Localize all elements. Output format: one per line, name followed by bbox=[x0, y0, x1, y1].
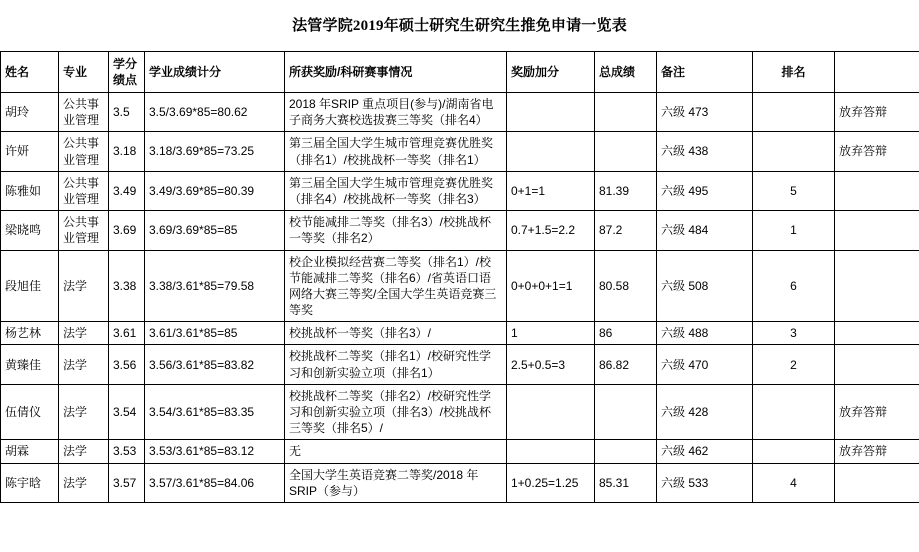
cell-note: 放弃答辩 bbox=[835, 93, 919, 132]
cell-rank: 3 bbox=[753, 322, 835, 345]
cell-bonus: 1 bbox=[507, 322, 595, 345]
column-header-major: 专业 bbox=[59, 52, 109, 93]
cell-bonus bbox=[507, 440, 595, 463]
cell-rank: 5 bbox=[753, 171, 835, 210]
cell-total: 85.31 bbox=[595, 463, 657, 502]
table-row bbox=[1, 211, 919, 250]
cell-bonus bbox=[507, 132, 595, 171]
table-row bbox=[1, 384, 919, 440]
cell-gpa: 3.61 bbox=[109, 322, 145, 345]
cell-score-calc: 3.54/3.61*85=83.35 bbox=[145, 384, 285, 440]
cell-name: 杨艺林 bbox=[1, 322, 59, 345]
cell-note bbox=[835, 463, 919, 502]
cell-name: 陈宇晗 bbox=[1, 463, 59, 502]
cell-major: 法学 bbox=[59, 250, 109, 322]
cell-remark: 六级 533 bbox=[657, 463, 753, 502]
recommendation-table bbox=[0, 51, 919, 503]
cell-remark: 六级 462 bbox=[657, 440, 753, 463]
cell-awards: 校企业模拟经营赛二等奖（排名1）/校节能减排二等奖（排名6）/省英语口语网络大赛三等奖/全国大学生英语竞赛三等奖 bbox=[285, 250, 507, 322]
cell-gpa: 3.18 bbox=[109, 132, 145, 171]
cell-rank: 2 bbox=[753, 345, 835, 384]
cell-rank: 1 bbox=[753, 211, 835, 250]
cell-rank bbox=[753, 132, 835, 171]
cell-score-calc: 3.56/3.61*85=83.82 bbox=[145, 345, 285, 384]
cell-note bbox=[835, 322, 919, 345]
page-title: 法管学院2019年硕士研究生研究生推免申请一览表 bbox=[292, 18, 627, 34]
cell-awards: 第三届全国大学生城市管理竞赛优胜奖（排名4）/校挑战杯一等奖（排名3） bbox=[285, 171, 507, 210]
column-header-rank: 排名 bbox=[753, 52, 835, 93]
column-header-gpa: 学分绩点 bbox=[109, 52, 145, 93]
column-header-total: 总成绩 bbox=[595, 52, 657, 93]
cell-gpa: 3.38 bbox=[109, 250, 145, 322]
cell-name: 梁晓鸣 bbox=[1, 211, 59, 250]
cell-total bbox=[595, 93, 657, 132]
cell-total bbox=[595, 132, 657, 171]
table-row bbox=[1, 132, 919, 171]
table-header-row bbox=[1, 52, 919, 93]
cell-score-calc: 3.49/3.69*85=80.39 bbox=[145, 171, 285, 210]
cell-gpa: 3.54 bbox=[109, 384, 145, 440]
cell-remark: 六级 473 bbox=[657, 93, 753, 132]
cell-awards: 校挑战杯一等奖（排名3）/ bbox=[285, 322, 507, 345]
cell-remark: 六级 495 bbox=[657, 171, 753, 210]
cell-score-calc: 3.5/3.69*85=80.62 bbox=[145, 93, 285, 132]
cell-major: 公共事业管理 bbox=[59, 93, 109, 132]
column-header-awards: 所获奖励/科研赛事情况 bbox=[285, 52, 507, 93]
cell-major: 法学 bbox=[59, 345, 109, 384]
table-row bbox=[1, 463, 919, 502]
cell-score-calc: 3.53/3.61*85=83.12 bbox=[145, 440, 285, 463]
cell-major: 法学 bbox=[59, 440, 109, 463]
cell-awards: 校节能减排二等奖（排名3）/校挑战杯一等奖（排名2） bbox=[285, 211, 507, 250]
cell-major: 公共事业管理 bbox=[59, 171, 109, 210]
cell-name: 段旭佳 bbox=[1, 250, 59, 322]
cell-note bbox=[835, 171, 919, 210]
cell-score-calc: 3.18/3.69*85=73.25 bbox=[145, 132, 285, 171]
cell-rank bbox=[753, 440, 835, 463]
cell-major: 公共事业管理 bbox=[59, 132, 109, 171]
cell-awards: 校挑战杯二等奖（排名1）/校研究性学习和创新实验立项（排名1） bbox=[285, 345, 507, 384]
cell-bonus bbox=[507, 93, 595, 132]
table-row bbox=[1, 322, 919, 345]
cell-gpa: 3.5 bbox=[109, 93, 145, 132]
cell-remark: 六级 484 bbox=[657, 211, 753, 250]
cell-note bbox=[835, 250, 919, 322]
table-row bbox=[1, 345, 919, 384]
cell-bonus: 0+0+0+1=1 bbox=[507, 250, 595, 322]
cell-note bbox=[835, 345, 919, 384]
cell-name: 胡玲 bbox=[1, 93, 59, 132]
cell-note: 放弃答辩 bbox=[835, 440, 919, 463]
cell-score-calc: 3.38/3.61*85=79.58 bbox=[145, 250, 285, 322]
cell-rank: 4 bbox=[753, 463, 835, 502]
cell-gpa: 3.56 bbox=[109, 345, 145, 384]
cell-name: 伍倩仪 bbox=[1, 384, 59, 440]
cell-gpa: 3.53 bbox=[109, 440, 145, 463]
cell-rank bbox=[753, 93, 835, 132]
cell-score-calc: 3.69/3.69*85=85 bbox=[145, 211, 285, 250]
cell-remark: 六级 508 bbox=[657, 250, 753, 322]
cell-name: 黄臻佳 bbox=[1, 345, 59, 384]
cell-bonus: 0.7+1.5=2.2 bbox=[507, 211, 595, 250]
cell-score-calc: 3.57/3.61*85=84.06 bbox=[145, 463, 285, 502]
cell-bonus: 2.5+0.5=3 bbox=[507, 345, 595, 384]
column-header-bonus: 奖励加分 bbox=[507, 52, 595, 93]
cell-awards: 校挑战杯二等奖（排名2）/校研究性学习和创新实验立项（排名3）/校挑战杯三等奖（排名5）/ bbox=[285, 384, 507, 440]
cell-rank: 6 bbox=[753, 250, 835, 322]
cell-total: 86.82 bbox=[595, 345, 657, 384]
cell-remark: 六级 470 bbox=[657, 345, 753, 384]
cell-awards: 2018 年SRIP 重点项目(参与)/湖南省电子商务大赛校选拔赛三等奖（排名4） bbox=[285, 93, 507, 132]
column-header-note bbox=[835, 52, 919, 93]
cell-remark: 六级 428 bbox=[657, 384, 753, 440]
cell-gpa: 3.69 bbox=[109, 211, 145, 250]
cell-major: 法学 bbox=[59, 463, 109, 502]
cell-major: 法学 bbox=[59, 384, 109, 440]
cell-bonus: 1+0.25=1.25 bbox=[507, 463, 595, 502]
table-row bbox=[1, 440, 919, 463]
column-header-remark: 备注 bbox=[657, 52, 753, 93]
cell-major: 公共事业管理 bbox=[59, 211, 109, 250]
column-header-name: 姓名 bbox=[1, 52, 59, 93]
table-row bbox=[1, 93, 919, 132]
cell-total: 80.58 bbox=[595, 250, 657, 322]
cell-remark: 六级 438 bbox=[657, 132, 753, 171]
cell-total: 87.2 bbox=[595, 211, 657, 250]
cell-awards: 无 bbox=[285, 440, 507, 463]
cell-remark: 六级 488 bbox=[657, 322, 753, 345]
table-row bbox=[1, 250, 919, 322]
cell-score-calc: 3.61/3.61*85=85 bbox=[145, 322, 285, 345]
cell-awards: 第三届全国大学生城市管理竞赛优胜奖（排名1）/校挑战杯一等奖（排名1） bbox=[285, 132, 507, 171]
cell-name: 胡霖 bbox=[1, 440, 59, 463]
cell-awards: 全国大学生英语竞赛二等奖/2018 年SRIP（参与） bbox=[285, 463, 507, 502]
cell-bonus: 0+1=1 bbox=[507, 171, 595, 210]
cell-gpa: 3.49 bbox=[109, 171, 145, 210]
cell-note: 放弃答辩 bbox=[835, 384, 919, 440]
cell-name: 许妍 bbox=[1, 132, 59, 171]
column-header-score-calc: 学业成绩计分 bbox=[145, 52, 285, 93]
cell-total bbox=[595, 384, 657, 440]
cell-total: 81.39 bbox=[595, 171, 657, 210]
cell-major: 法学 bbox=[59, 322, 109, 345]
cell-gpa: 3.57 bbox=[109, 463, 145, 502]
cell-name: 陈雅如 bbox=[1, 171, 59, 210]
cell-rank bbox=[753, 384, 835, 440]
cell-note: 放弃答辩 bbox=[835, 132, 919, 171]
table-row bbox=[1, 171, 919, 210]
cell-total bbox=[595, 440, 657, 463]
cell-note bbox=[835, 211, 919, 250]
cell-bonus bbox=[507, 384, 595, 440]
cell-total: 86 bbox=[595, 322, 657, 345]
